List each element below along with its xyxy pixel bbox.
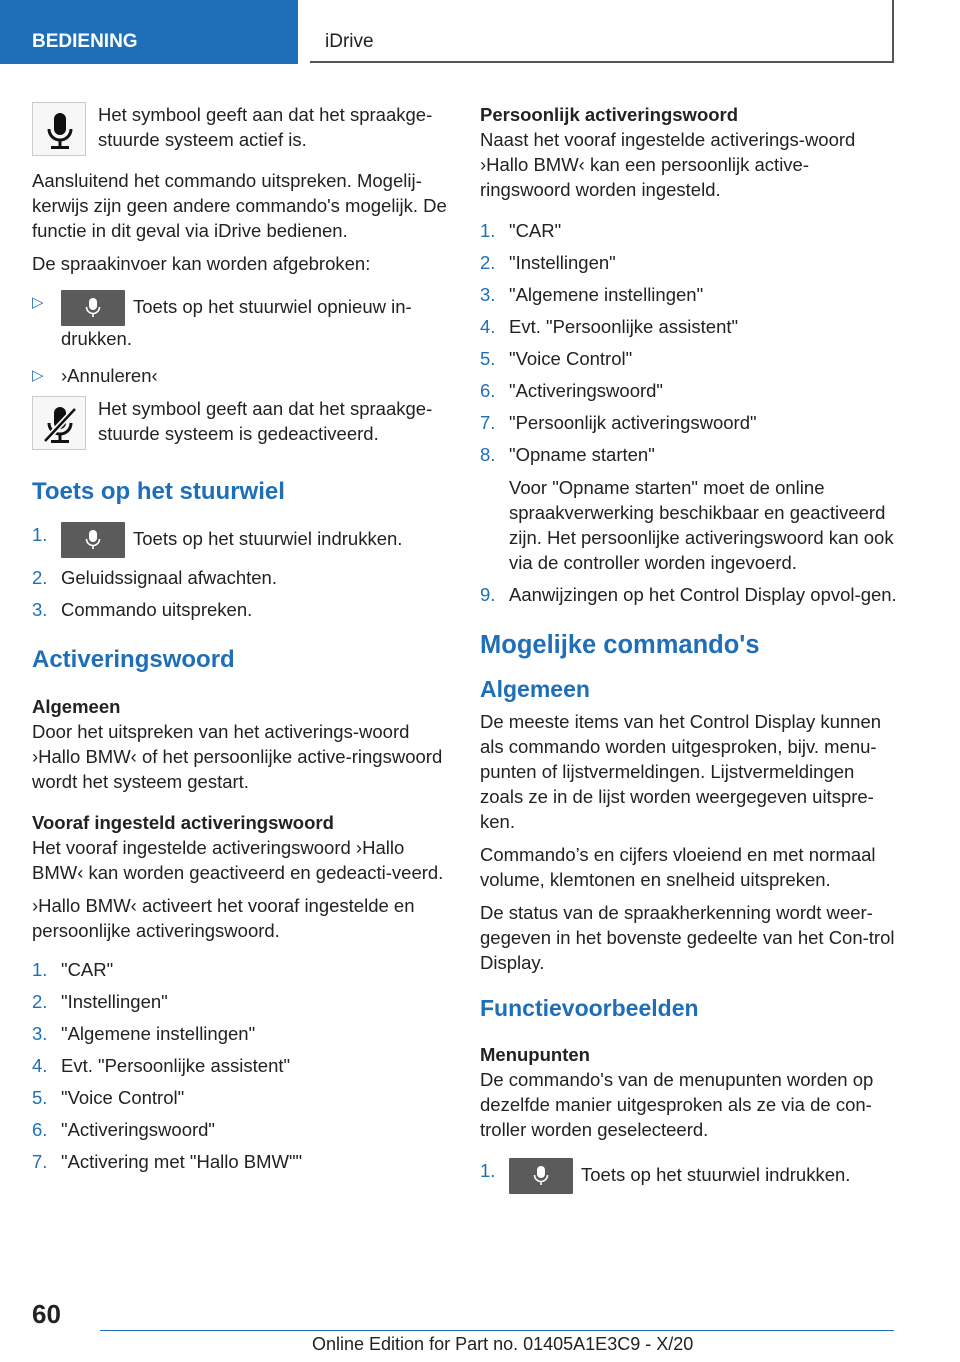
subsection-heading: Algemeen (480, 676, 590, 702)
list-item: 3. "Algemene instellingen" (480, 284, 704, 305)
list-item: 4. Evt. "Persoonlijke assistent" (32, 1055, 291, 1076)
subheading: Algemeen (32, 696, 121, 717)
voice-deactivated-note (32, 396, 450, 450)
paragraph: Het vooraf ingestelde activeringswoord ›Hallo BMW‹ kan worden geactiveerd en gedeacti-veerd. (32, 837, 444, 883)
footer-divider (100, 1330, 894, 1331)
subheading: Menupunten (480, 1044, 590, 1065)
triangle-bullet-icon: ▷ (32, 294, 44, 311)
subsection-heading: Functievoorbeelden (480, 995, 699, 1021)
microphone-off-icon (32, 396, 86, 450)
section-tab (0, 0, 298, 64)
triangle-bullet-icon: ▷ (32, 367, 44, 384)
subheading: Vooraf ingesteld activeringswoord (32, 812, 334, 833)
list-item: 8. "Opname starten" Voor "Opname starten" moet de online spraakverwerking beschikbaar en geactiveerd zijn. Het persoonlijke activeringswoord kan ook via de controller worden ingevoerd. (480, 442, 898, 575)
paragraph: Door het uitspreken van het activerings-woord ›Hallo BMW‹ of het persoonlijke active-ringswoord wordt het systeem gestart. (32, 721, 443, 792)
right-column (480, 102, 898, 1204)
list-item: 2. Geluidssignaal afwachten. (32, 567, 277, 588)
section-heading: Toets op het stuurwiel (32, 478, 285, 505)
note-text: Het symbool geeft aan dat het spraakge-stuurde systeem actief is. (98, 104, 433, 150)
settings-path-list (32, 957, 450, 1174)
list-item: 9. Aanwijzingen op het Control Display opvol-gen. (480, 584, 897, 605)
list-subtext: Voor "Opname starten" moet de online spraakverwerking beschikbaar en geactiveerd zijn. Het persoonlijke activeringswoord kan ook via de controller worden ingevoerd. (509, 477, 894, 573)
list-item: 1. Toets op het stuurwiel indrukken. (32, 522, 450, 558)
left-column (32, 102, 450, 1184)
section-heading: Activeringswoord (32, 646, 235, 673)
list-item: 1. "CAR" (32, 959, 114, 980)
paragraph: De status van de spraakherkenning wordt weer-gegeven in het bovenste gedeelte van het Con-trol Display. (480, 902, 895, 973)
paragraph: De meeste items van het Control Display kunnen als commando worden uitgesproken, bijv. menu-punten of lijstvermeldingen. Lijstvermeldingen zoals ze in de lijst worden weergegeven uitspre-ken. (480, 711, 882, 832)
chapter-header (310, 0, 894, 63)
voice-active-note (32, 102, 450, 156)
paragraph: De commando's van de menupunten worden op dezelfde manier uitgesproken als ze via de con-troller worden geselecteerd. (480, 1069, 874, 1140)
steps-list (480, 1158, 898, 1194)
chapter-title: iDrive (325, 31, 374, 52)
subheading: Persoonlijk activeringswoord (480, 104, 739, 125)
voice-button-icon (61, 522, 125, 558)
list-item: 2. "Instellingen" (480, 252, 616, 273)
section-heading: Mogelijke commando's (480, 631, 760, 659)
list-item: 6. "Activeringswoord" (32, 1119, 215, 1140)
paragraph: Aansluitend het commando uitspreken. Mogelij-kerwijs zijn geen andere commando's mogelijk. De functie in dit geval via iDrive bedienen. (32, 170, 447, 241)
edition-text: Online Edition for Part no. 01405A1E3C9 - X/20 (312, 1334, 694, 1354)
paragraph: ›Hallo BMW‹ activeert het vooraf ingestelde en persoonlijke activeringswoord. (32, 895, 415, 941)
list-item: 7. "Activering met "Hallo BMW"" (32, 1151, 303, 1172)
note-text: Het symbool geeft aan dat het spraakge-stuurde systeem is gedeactiveerd. (98, 398, 433, 444)
list-item: 4. Evt. "Persoonlijke assistent" (480, 316, 739, 337)
microphone-icon (32, 102, 86, 156)
list-item: 1. "CAR" (480, 220, 562, 241)
list-item: 6. "Activeringswoord" (480, 380, 663, 401)
list-item: 5. "Voice Control" (480, 348, 633, 369)
list-item: 3. "Algemene instellingen" (32, 1023, 256, 1044)
list-item: 5. "Voice Control" (32, 1087, 185, 1108)
paragraph: Naast het vooraf ingestelde activerings-woord ›Hallo BMW‹ kan een persoonlijk active-ringswoord worden ingesteld. (480, 129, 856, 200)
list-item: ▷ Toets op het stuurwiel opnieuw in-drukken. (32, 290, 450, 351)
settings-path-list (480, 218, 898, 607)
page-number: 60 (32, 1299, 61, 1329)
section-title: BEDIENING (32, 31, 138, 52)
list-item: ▷ ›Annuleren‹ (32, 365, 158, 386)
paragraph: De spraakinvoer kan worden afgebroken: (32, 253, 371, 274)
cancel-options (32, 290, 450, 388)
list-item: 1. Toets op het stuurwiel indrukken. (480, 1158, 898, 1194)
paragraph: Commando’s en cijfers vloeiend en met normaal volume, klemtonen en snelheid uitspreken. (480, 844, 876, 890)
list-item: 3. Commando uitspreken. (32, 599, 253, 620)
voice-button-icon (509, 1158, 573, 1194)
voice-button-icon (61, 290, 125, 326)
steps-list (32, 522, 450, 622)
list-item: 2. "Instellingen" (32, 991, 168, 1012)
list-item: 7. "Persoonlijk activeringswoord" (480, 412, 757, 433)
